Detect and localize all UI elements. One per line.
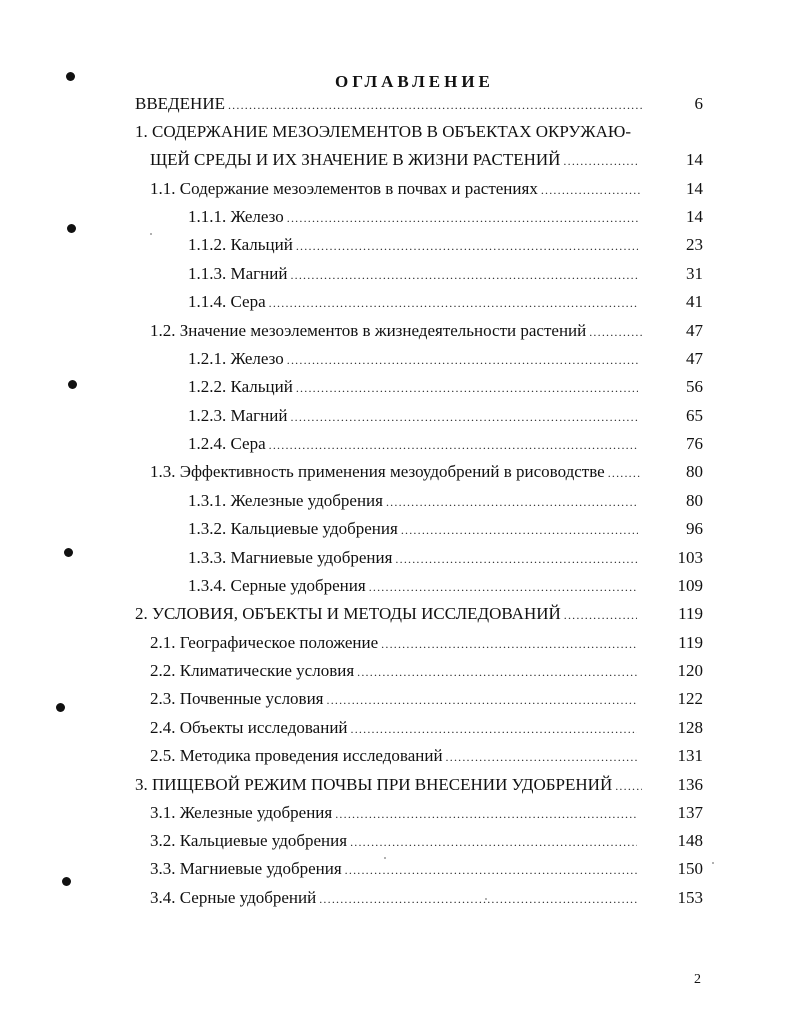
toc-entry-page: 65 bbox=[686, 406, 703, 425]
toc-entry-label: 2.4. Объекты исследований bbox=[150, 718, 348, 737]
binding-hole-icon bbox=[56, 703, 65, 712]
toc-entry-page: 103 bbox=[677, 548, 703, 567]
leader-dots bbox=[296, 381, 638, 396]
toc-entry[interactable] bbox=[150, 150, 640, 174]
toc-entry-label: 1.1.2. Кальций bbox=[188, 235, 293, 254]
toc-entry[interactable] bbox=[188, 434, 641, 458]
toc-entry-page: 119 bbox=[678, 604, 703, 623]
toc-entry-page: 137 bbox=[677, 803, 703, 822]
toc-entry-page: 153 bbox=[677, 888, 703, 907]
toc-entry[interactable] bbox=[150, 462, 645, 486]
toc-entry-page: 131 bbox=[677, 746, 703, 765]
toc-entry-label: 3. ПИЩЕВОЙ РЕЖИМ ПОЧВЫ ПРИ ВНЕСЕНИИ УДОБРЕНИЙ bbox=[135, 775, 613, 794]
leader-dots bbox=[541, 183, 642, 198]
toc-entry[interactable] bbox=[135, 775, 645, 799]
toc-entry-label: 3.2. Кальциевые удобрения bbox=[150, 831, 348, 850]
binding-hole-icon bbox=[66, 72, 75, 81]
toc-entry-label: 3.1. Железные удобрения bbox=[150, 803, 333, 822]
toc-entry-label: 1.2. Значение мезоэлементов в жизнедеятельности растений bbox=[150, 321, 587, 340]
toc-entry-page: 14 bbox=[686, 179, 703, 198]
toc-entry-label: 1.2.4. Сера bbox=[188, 434, 266, 453]
leader-dots bbox=[319, 892, 637, 907]
toc-entry-label: 2.1. Географическое положение bbox=[150, 633, 379, 652]
leader-dots bbox=[589, 325, 642, 340]
toc-entry-label: 1.2.1. Железо bbox=[188, 349, 284, 368]
toc-entry[interactable] bbox=[150, 803, 640, 827]
toc-entry[interactable] bbox=[150, 321, 645, 345]
toc-entry[interactable] bbox=[188, 349, 641, 373]
leader-dots bbox=[327, 693, 638, 708]
toc-entry-label: 1.2.3. Магний bbox=[188, 406, 288, 425]
leader-dots bbox=[296, 239, 638, 254]
binding-hole-icon bbox=[68, 380, 77, 389]
leader-dots bbox=[401, 523, 638, 538]
leader-dots bbox=[287, 353, 638, 368]
toc-entry-label: 1.3.3. Магниевые удобрения bbox=[188, 548, 393, 567]
toc-entry-page: 96 bbox=[686, 519, 703, 538]
leader-dots bbox=[269, 296, 638, 311]
toc-entry-label: 2.3. Почвенные условия bbox=[150, 689, 324, 708]
toc-entry-page: 122 bbox=[677, 689, 703, 708]
toc-entry-page: 41 bbox=[686, 292, 703, 311]
leader-dots bbox=[350, 835, 637, 850]
toc-entry-page: 128 bbox=[677, 718, 703, 737]
toc-entry[interactable] bbox=[150, 718, 640, 742]
toc-entry-page: 14 bbox=[686, 207, 703, 226]
toc-entry-label: 1.3. Эффективность применения мезоудобрений в рисоводстве bbox=[150, 462, 605, 481]
page-number: 2 bbox=[694, 972, 701, 987]
toc-entry-page: 119 bbox=[678, 633, 703, 652]
scan-speck bbox=[712, 862, 714, 864]
toc-entry-label: ЩЕЙ СРЕДЫ И ИХ ЗНАЧЕНИЕ В ЖИЗНИ РАСТЕНИЙ bbox=[150, 150, 561, 169]
toc-entry[interactable] bbox=[135, 604, 640, 628]
page-title: ОГЛАВЛЕНИЕ bbox=[335, 72, 494, 91]
toc-entry-page: 109 bbox=[677, 576, 703, 595]
toc-entry[interactable] bbox=[150, 859, 640, 883]
toc-entry[interactable] bbox=[188, 292, 641, 316]
binding-hole-icon bbox=[62, 877, 71, 886]
scan-speck bbox=[384, 857, 386, 859]
toc-entry[interactable] bbox=[188, 576, 641, 600]
toc-entry-label: 2. УСЛОВИЯ, ОБЪЕКТЫ И МЕТОДЫ ИССЛЕДОВАНИЙ bbox=[135, 604, 561, 623]
toc-entry-label: 1.1.3. Магний bbox=[188, 264, 288, 283]
binding-hole-icon bbox=[64, 548, 73, 557]
toc-entry-page: 56 bbox=[686, 377, 703, 396]
toc-entry[interactable] bbox=[150, 633, 640, 657]
toc-entry[interactable] bbox=[188, 519, 641, 543]
leader-dots bbox=[386, 495, 638, 510]
toc-entry-page: 148 bbox=[677, 831, 703, 850]
toc-entry[interactable] bbox=[150, 746, 640, 770]
toc-entry-page: 47 bbox=[686, 321, 703, 340]
leader-dots bbox=[395, 552, 638, 567]
toc-entry-label: ВВЕДЕНИЕ bbox=[135, 94, 225, 113]
toc-entry[interactable] bbox=[150, 888, 640, 912]
toc-entry-page: 80 bbox=[686, 491, 703, 510]
toc-entry-label: 1.3.4. Серные удобрения bbox=[188, 576, 366, 595]
toc-entry-page: 80 bbox=[686, 462, 703, 481]
toc-entry[interactable] bbox=[188, 235, 641, 259]
toc-entry-label: 1.2.2. Кальций bbox=[188, 377, 293, 396]
toc-entry[interactable] bbox=[188, 207, 641, 231]
toc-entry-label: 1. СОДЕРЖАНИЕ МЕЗОЭЛЕМЕНТОВ В ОБЪЕКТАХ ОКРУЖАЮ- bbox=[135, 122, 632, 141]
leader-dots bbox=[446, 750, 637, 765]
toc-entry-label: 3.3. Магниевые удобрения bbox=[150, 859, 342, 878]
toc-entry-page: 120 bbox=[677, 661, 703, 680]
leader-dots bbox=[381, 637, 637, 652]
toc-entry-label: 1.3.2. Кальциевые удобрения bbox=[188, 519, 398, 538]
leader-dots bbox=[345, 863, 637, 878]
toc-entry-page: 76 bbox=[686, 434, 703, 453]
leader-dots bbox=[608, 466, 642, 481]
toc-entry-label: 2.2. Климатические условия bbox=[150, 661, 355, 680]
leader-dots bbox=[290, 268, 638, 283]
toc-entry[interactable] bbox=[188, 548, 641, 572]
toc-entry-page: 31 bbox=[686, 264, 703, 283]
toc-entry[interactable] bbox=[188, 491, 641, 515]
leader-dots bbox=[615, 779, 642, 794]
scan-speck bbox=[150, 233, 152, 235]
toc-entry-label: 1.1.4. Сера bbox=[188, 292, 266, 311]
toc-entry[interactable] bbox=[150, 831, 640, 855]
leader-dots bbox=[287, 211, 638, 226]
leader-dots bbox=[357, 665, 637, 680]
leader-dots bbox=[369, 580, 638, 595]
toc-entry[interactable] bbox=[135, 122, 655, 146]
scan-speck bbox=[485, 898, 487, 900]
toc-entry-label: 3.4. Серные удобрений bbox=[150, 888, 317, 907]
toc-entry[interactable] bbox=[150, 179, 645, 203]
leader-dots bbox=[564, 608, 637, 623]
toc-entry-page: 23 bbox=[686, 235, 703, 254]
toc-entry[interactable] bbox=[188, 377, 641, 401]
leader-dots bbox=[228, 98, 642, 113]
toc-entry[interactable] bbox=[150, 689, 640, 713]
toc-entry-page: 6 bbox=[694, 94, 703, 113]
toc-entry-page: 14 bbox=[686, 150, 703, 169]
toc-entry[interactable] bbox=[188, 406, 641, 430]
toc-entry[interactable] bbox=[135, 94, 645, 118]
toc-entry[interactable] bbox=[188, 264, 641, 288]
toc-entry-page: 47 bbox=[686, 349, 703, 368]
toc-entry-label: 1.3.1. Железные удобрения bbox=[188, 491, 383, 510]
leader-dots bbox=[290, 410, 638, 425]
toc-entry-page: 150 bbox=[677, 859, 703, 878]
toc-entry-label: 2.5. Методика проведения исследований bbox=[150, 746, 443, 765]
toc-entry[interactable] bbox=[150, 661, 640, 685]
leader-dots bbox=[335, 807, 637, 822]
leader-dots bbox=[269, 438, 638, 453]
binding-hole-icon bbox=[67, 224, 76, 233]
toc-entry-page: 136 bbox=[677, 775, 703, 794]
leader-dots bbox=[351, 722, 637, 737]
toc-entry-label: 1.1. Содержание мезоэлементов в почвах и растениях bbox=[150, 179, 538, 198]
leader-dots bbox=[563, 154, 637, 169]
toc-entry-label: 1.1.1. Железо bbox=[188, 207, 284, 226]
